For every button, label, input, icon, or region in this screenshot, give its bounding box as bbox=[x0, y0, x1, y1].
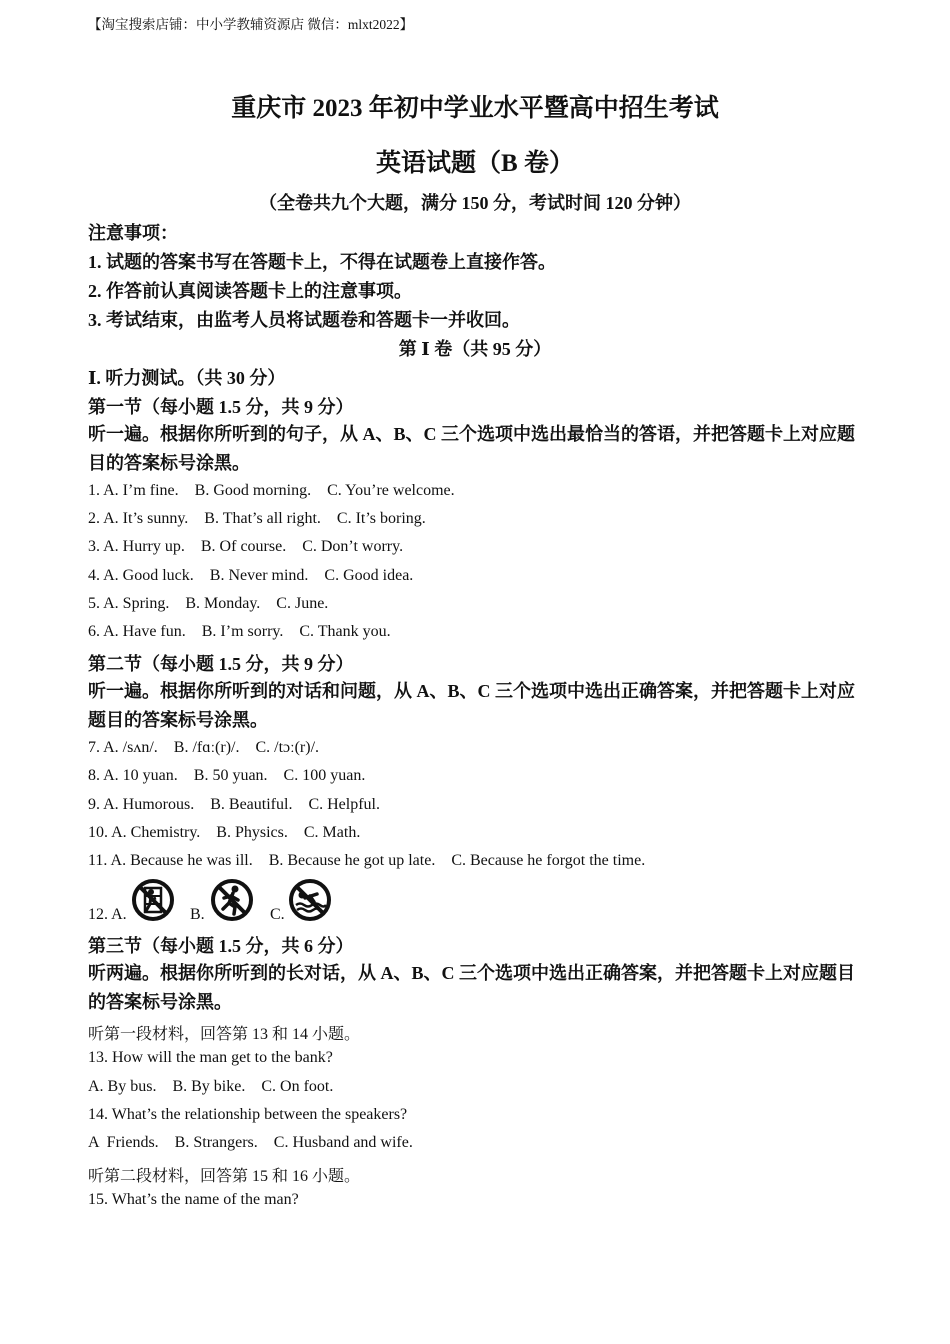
section-instructions: 听两遍。根据你所听到的长对话，从 A、B、C 三个选项中选出正确答案，并把答题卡上对应题目的答案标号涂黑。 bbox=[88, 963, 855, 1012]
no-running-icon bbox=[210, 878, 254, 922]
notes-heading: 注意事项： bbox=[88, 223, 178, 243]
no-swimming-icon bbox=[288, 878, 332, 922]
question-line: 11. A. Because he was ill. B. Because he got up late. C. Because he forgot the time. bbox=[88, 852, 646, 869]
part-title: Ⅰ. 听力测试。（共 30 分） bbox=[88, 368, 286, 388]
question-line: 5. A. Spring. B. Monday. C. June. bbox=[88, 595, 329, 612]
section-title: 第一节（每小题 1.5 分，共 9 分） bbox=[88, 397, 354, 417]
note-item: 1. 试题的答案书写在答题卡上，不得在试题卷上直接作答。 bbox=[88, 252, 556, 272]
material-intro: 听第二段材料，回答第 15 和 16 小题。 bbox=[88, 1168, 361, 1185]
question-line: 6. A. Have fun. B. I’m sorry. C. Thank you. bbox=[88, 623, 391, 640]
note-item: 2. 作答前认真阅读答题卡上的注意事项。 bbox=[88, 281, 412, 301]
question-line: 9. A. Humorous. B. Beautiful. C. Helpful. bbox=[88, 796, 380, 813]
no-climbing-icon bbox=[131, 878, 175, 922]
question-options: A. By bus. B. By bike. C. On foot. bbox=[88, 1078, 334, 1095]
shop-banner: 【淘宝搜索店铺：中小学教辅资源店 微信：mlxt2022】 bbox=[88, 17, 414, 32]
exam-info: （全卷共九个大题，满分 150 分，考试时间 120 分钟） bbox=[259, 193, 691, 213]
question-line: 7. A. /sʌn/. B. /fɑː(r)/. C. /tɔː(r)/. bbox=[88, 739, 320, 756]
option-b-label: B. bbox=[190, 906, 205, 923]
material-intro: 听第一段材料，回答第 13 和 14 小题。 bbox=[88, 1026, 361, 1043]
question-12-row bbox=[88, 878, 488, 928]
option-a-label: 12. A. bbox=[88, 906, 127, 923]
question-line: 2. A. It’s sunny. B. That’s all right. C. It’s boring. bbox=[88, 510, 426, 527]
question-options: A Friends. B. Strangers. C. Husband and wife. bbox=[88, 1134, 413, 1151]
section-instructions: 听一遍。根据你所听到的对话和问题，从 A、B、C 三个选项中选出正确答案，并把答题卡上对应题目的答案标号涂黑。 bbox=[88, 681, 855, 730]
volume-heading: 第 Ⅰ 卷（共 95 分） bbox=[398, 339, 552, 359]
question-line: 1. A. I’m fine. B. Good morning. C. You’re welcome. bbox=[88, 482, 455, 499]
section-title: 第二节（每小题 1.5 分，共 9 分） bbox=[88, 654, 354, 674]
question-line: 4. A. Good luck. B. Never mind. C. Good idea. bbox=[88, 567, 414, 584]
question-line: 15. What’s the name of the man? bbox=[88, 1191, 299, 1208]
question-line: 10. A. Chemistry. B. Physics. C. Math. bbox=[88, 824, 361, 841]
note-item: 3. 考试结束，由监考人员将试题卷和答题卡一并收回。 bbox=[88, 310, 520, 330]
section-instructions: 听一遍。根据你所听到的句子，从 A、B、C 三个选项中选出最恰当的答语，并把答题卡上对应题目的答案标号涂黑。 bbox=[88, 424, 855, 473]
question-line: 14. What’s the relationship between the speakers? bbox=[88, 1106, 408, 1123]
option-c-label: C. bbox=[270, 906, 285, 923]
exam-subtitle: 英语试题（B 卷） bbox=[376, 150, 574, 177]
question-line: 8. A. 10 yuan. B. 50 yuan. C. 100 yuan. bbox=[88, 767, 366, 784]
question-line: 3. A. Hurry up. B. Of course. C. Don’t worry. bbox=[88, 538, 404, 555]
section-title: 第三节（每小题 1.5 分，共 6 分） bbox=[88, 936, 354, 956]
exam-title: 重庆市 2023 年初中学业水平暨高中招生考试 bbox=[231, 95, 719, 122]
question-line: 13. How will the man get to the bank? bbox=[88, 1049, 333, 1066]
